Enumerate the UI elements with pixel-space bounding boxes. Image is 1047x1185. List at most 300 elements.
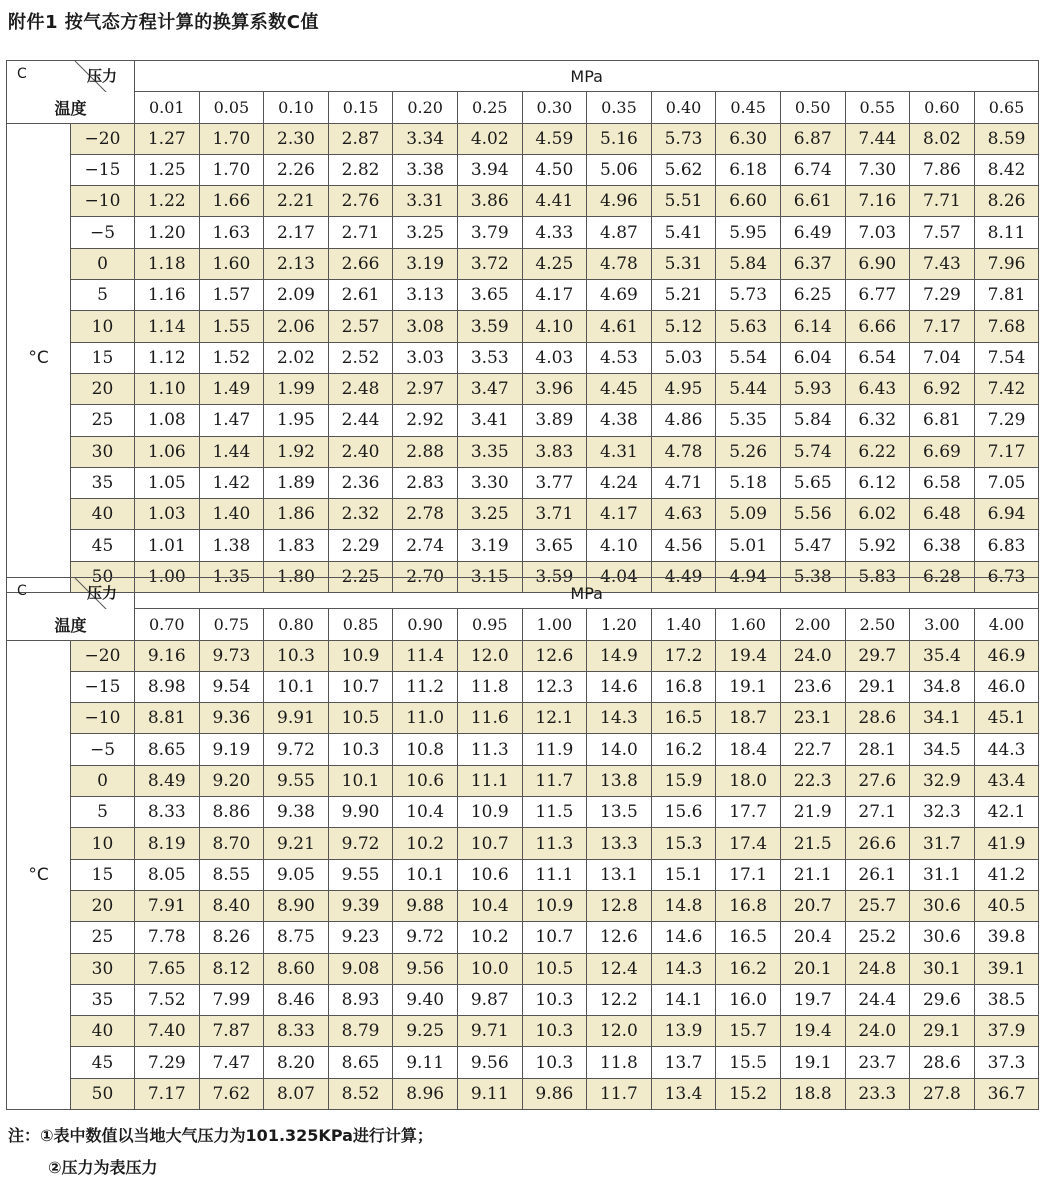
value-cell: 1.60 [199, 248, 264, 279]
value-cell: 1.25 [135, 154, 200, 185]
value-cell: 3.31 [393, 186, 458, 217]
value-cell: 14.6 [651, 922, 716, 953]
value-cell: 1.86 [264, 499, 329, 530]
value-cell: 28.6 [845, 703, 910, 734]
pressure-cell: 0.05 [199, 92, 264, 123]
value-cell: 7.62 [199, 1078, 264, 1109]
value-cell: 6.43 [845, 373, 910, 404]
temp-label: 温度 [7, 609, 135, 640]
value-cell: 11.3 [457, 734, 522, 765]
value-cell: 9.05 [264, 859, 329, 890]
value-cell: 32.3 [910, 797, 975, 828]
value-cell: 10.1 [264, 671, 329, 702]
pressure-cell: 0.25 [457, 92, 522, 123]
value-cell: 30.1 [910, 953, 975, 984]
value-cell: 4.87 [587, 217, 652, 248]
value-cell: 5.03 [651, 342, 716, 373]
value-cell: 5.26 [716, 436, 781, 467]
value-cell: 1.89 [264, 467, 329, 498]
value-cell: 21.9 [780, 797, 845, 828]
value-cell: 9.36 [199, 703, 264, 734]
value-cell: 10.9 [328, 640, 393, 671]
value-cell: 6.61 [780, 186, 845, 217]
value-cell: 9.11 [393, 1047, 458, 1078]
value-cell: 22.3 [780, 765, 845, 796]
value-cell: 2.40 [328, 436, 393, 467]
value-cell: 10.9 [457, 797, 522, 828]
value-cell: 7.42 [974, 373, 1039, 404]
value-cell: 5.93 [780, 373, 845, 404]
pressure-cell: 0.85 [328, 609, 393, 640]
table-row [7, 467, 1039, 498]
value-cell: 1.12 [135, 342, 200, 373]
value-cell: 8.65 [328, 1047, 393, 1078]
value-cell: 10.6 [457, 859, 522, 890]
table-row [7, 1047, 1039, 1078]
value-cell: 4.71 [651, 467, 716, 498]
value-cell: 46.0 [974, 671, 1039, 702]
value-cell: 6.83 [974, 530, 1039, 561]
value-cell: 9.56 [457, 1047, 522, 1078]
value-cell: 4.96 [587, 186, 652, 217]
value-cell: 7.52 [135, 984, 200, 1015]
table-row [7, 859, 1039, 890]
value-cell: 10.3 [522, 1016, 587, 1047]
temperature-cell: 50 [71, 561, 135, 592]
value-cell: 1.16 [135, 280, 200, 311]
value-cell: 2.48 [328, 373, 393, 404]
table-row [7, 953, 1039, 984]
value-cell: 35.4 [910, 640, 975, 671]
value-cell: 16.8 [716, 890, 781, 921]
value-cell: 10.6 [393, 765, 458, 796]
table-row [7, 342, 1039, 373]
value-cell: 8.86 [199, 797, 264, 828]
value-cell: 8.79 [328, 1016, 393, 1047]
value-cell: 7.16 [845, 186, 910, 217]
value-cell: 4.86 [651, 405, 716, 436]
value-cell: 2.29 [328, 530, 393, 561]
temperature-cell: −20 [71, 123, 135, 154]
value-cell: 7.04 [910, 342, 975, 373]
value-cell: 16.2 [651, 734, 716, 765]
value-cell: 10.7 [328, 671, 393, 702]
value-cell: 17.4 [716, 828, 781, 859]
temperature-cell: 30 [71, 953, 135, 984]
value-cell: 12.0 [457, 640, 522, 671]
value-cell: 9.11 [457, 1078, 522, 1109]
value-cell: 9.55 [328, 859, 393, 890]
value-cell: 6.90 [845, 248, 910, 279]
value-cell: 44.3 [974, 734, 1039, 765]
value-cell: 4.53 [587, 342, 652, 373]
value-cell: 10.2 [457, 922, 522, 953]
value-cell: 14.6 [587, 671, 652, 702]
value-cell: 5.92 [845, 530, 910, 561]
value-cell: 5.54 [716, 342, 781, 373]
temperature-cell: −15 [71, 154, 135, 185]
value-cell: 7.91 [135, 890, 200, 921]
value-cell: 8.33 [135, 797, 200, 828]
value-cell: 9.72 [393, 922, 458, 953]
value-cell: 3.94 [457, 154, 522, 185]
value-cell: 3.03 [393, 342, 458, 373]
value-cell: 8.26 [974, 186, 1039, 217]
value-cell: 3.77 [522, 467, 587, 498]
value-cell: 6.92 [910, 373, 975, 404]
temperature-cell: 35 [71, 984, 135, 1015]
value-cell: 6.37 [780, 248, 845, 279]
value-cell: 9.40 [393, 984, 458, 1015]
value-cell: 27.8 [910, 1078, 975, 1109]
value-cell: 31.7 [910, 828, 975, 859]
value-cell: 1.63 [199, 217, 264, 248]
value-cell: 2.44 [328, 405, 393, 436]
value-cell: 7.65 [135, 953, 200, 984]
header-row-unit [7, 578, 1039, 609]
value-cell: 1.57 [199, 280, 264, 311]
value-cell: 4.33 [522, 217, 587, 248]
value-cell: 43.4 [974, 765, 1039, 796]
value-cell: 2.97 [393, 373, 458, 404]
value-cell: 13.9 [651, 1016, 716, 1047]
value-cell: 7.05 [974, 467, 1039, 498]
value-cell: 14.1 [651, 984, 716, 1015]
value-cell: 8.33 [264, 1016, 329, 1047]
value-cell: 4.69 [587, 280, 652, 311]
value-cell: 23.3 [845, 1078, 910, 1109]
notes [8, 1120, 433, 1184]
value-cell: 21.5 [780, 828, 845, 859]
value-cell: 7.29 [135, 1047, 200, 1078]
value-cell: 19.1 [780, 1047, 845, 1078]
pressure-cell: 0.90 [393, 609, 458, 640]
value-cell: 9.71 [457, 1016, 522, 1047]
value-cell: 12.6 [587, 922, 652, 953]
value-cell: 15.3 [651, 828, 716, 859]
value-cell: 32.9 [910, 765, 975, 796]
value-cell: 39.1 [974, 953, 1039, 984]
value-cell: 3.65 [522, 530, 587, 561]
value-cell: 2.17 [264, 217, 329, 248]
value-cell: 5.56 [780, 499, 845, 530]
pressure-cell: 0.50 [780, 92, 845, 123]
pressure-cell: 2.00 [780, 609, 845, 640]
value-cell: 1.05 [135, 467, 200, 498]
value-cell: 5.16 [587, 123, 652, 154]
value-cell: 4.94 [716, 561, 781, 592]
value-cell: 4.38 [587, 405, 652, 436]
value-cell: 2.13 [264, 248, 329, 279]
value-cell: 2.78 [393, 499, 458, 530]
temperature-cell: 10 [71, 828, 135, 859]
table-row [7, 436, 1039, 467]
value-cell: 7.86 [910, 154, 975, 185]
table-row [7, 499, 1039, 530]
temperature-cell: 25 [71, 922, 135, 953]
value-cell: 6.69 [910, 436, 975, 467]
value-cell: 24.0 [845, 1016, 910, 1047]
table-row [7, 797, 1039, 828]
value-cell: 3.59 [522, 561, 587, 592]
value-cell: 5.21 [651, 280, 716, 311]
value-cell: 6.87 [780, 123, 845, 154]
value-cell: 4.24 [587, 467, 652, 498]
value-cell: 7.40 [135, 1016, 200, 1047]
value-cell: 6.94 [974, 499, 1039, 530]
value-cell: 1.08 [135, 405, 200, 436]
value-cell: 11.8 [587, 1047, 652, 1078]
value-cell: 6.54 [845, 342, 910, 373]
value-cell: 26.1 [845, 859, 910, 890]
value-cell: 7.54 [974, 342, 1039, 373]
value-cell: 5.73 [716, 280, 781, 311]
value-cell: 34.1 [910, 703, 975, 734]
value-cell: 1.06 [135, 436, 200, 467]
temp-unit: °C [7, 640, 71, 1109]
value-cell: 16.5 [651, 703, 716, 734]
value-cell: 2.52 [328, 342, 393, 373]
value-cell: 22.7 [780, 734, 845, 765]
value-cell: 2.82 [328, 154, 393, 185]
value-cell: 8.81 [135, 703, 200, 734]
value-cell: 3.79 [457, 217, 522, 248]
value-cell: 2.70 [393, 561, 458, 592]
value-cell: 20.1 [780, 953, 845, 984]
value-cell: 5.18 [716, 467, 781, 498]
value-cell: 8.20 [264, 1047, 329, 1078]
value-cell: 18.0 [716, 765, 781, 796]
value-cell: 9.73 [199, 640, 264, 671]
value-cell: 6.66 [845, 311, 910, 342]
value-cell: 1.99 [264, 373, 329, 404]
pressure-label: 压力 [87, 584, 118, 602]
value-cell: 8.60 [264, 953, 329, 984]
value-cell: 3.41 [457, 405, 522, 436]
value-cell: 2.76 [328, 186, 393, 217]
value-cell: 1.22 [135, 186, 200, 217]
value-cell: 29.1 [910, 1016, 975, 1047]
temperature-cell: −5 [71, 217, 135, 248]
value-cell: 7.78 [135, 922, 200, 953]
value-cell: 18.8 [780, 1078, 845, 1109]
value-cell: 4.03 [522, 342, 587, 373]
value-cell: 13.7 [651, 1047, 716, 1078]
temperature-cell: 0 [71, 765, 135, 796]
value-cell: 18.4 [716, 734, 781, 765]
pressure-cell: 1.60 [716, 609, 781, 640]
value-cell: 4.10 [587, 530, 652, 561]
value-cell: 6.14 [780, 311, 845, 342]
table-row [7, 1078, 1039, 1109]
temperature-cell: −10 [71, 703, 135, 734]
value-cell: 9.20 [199, 765, 264, 796]
value-cell: 6.81 [910, 405, 975, 436]
header-row-pressures [7, 609, 1039, 640]
pressure-cell: 0.10 [264, 92, 329, 123]
value-cell: 29.7 [845, 640, 910, 671]
value-cell: 24.4 [845, 984, 910, 1015]
value-cell: 9.23 [328, 922, 393, 953]
pressure-label: 压力 [87, 67, 118, 85]
pressure-cell: 4.00 [974, 609, 1039, 640]
value-cell: 12.3 [522, 671, 587, 702]
table-row [7, 922, 1039, 953]
value-cell: 6.38 [910, 530, 975, 561]
value-cell: 7.57 [910, 217, 975, 248]
value-cell: 9.39 [328, 890, 393, 921]
value-cell: 10.9 [522, 890, 587, 921]
pressure-cell: 0.65 [974, 92, 1039, 123]
value-cell: 3.38 [393, 154, 458, 185]
value-cell: 6.25 [780, 280, 845, 311]
value-cell: 42.1 [974, 797, 1039, 828]
value-cell: 5.84 [716, 248, 781, 279]
temperature-cell: −5 [71, 734, 135, 765]
value-cell: 3.19 [457, 530, 522, 561]
value-cell: 2.26 [264, 154, 329, 185]
value-cell: 3.53 [457, 342, 522, 373]
temperature-cell: −10 [71, 186, 135, 217]
value-cell: 2.06 [264, 311, 329, 342]
value-cell: 39.8 [974, 922, 1039, 953]
value-cell: 10.0 [457, 953, 522, 984]
value-cell: 2.92 [393, 405, 458, 436]
value-cell: 3.25 [457, 499, 522, 530]
value-cell: 2.02 [264, 342, 329, 373]
value-cell: 4.95 [651, 373, 716, 404]
table-row [7, 890, 1039, 921]
value-cell: 11.7 [587, 1078, 652, 1109]
value-cell: 1.55 [199, 311, 264, 342]
value-cell: 1.18 [135, 248, 200, 279]
value-cell: 5.41 [651, 217, 716, 248]
value-cell: 12.8 [587, 890, 652, 921]
value-cell: 4.25 [522, 248, 587, 279]
value-cell: 1.35 [199, 561, 264, 592]
value-cell: 1.00 [135, 561, 200, 592]
value-cell: 6.77 [845, 280, 910, 311]
value-cell: 1.27 [135, 123, 200, 154]
pressure-cell: 0.70 [135, 609, 200, 640]
value-cell: 3.59 [457, 311, 522, 342]
value-cell: 5.38 [780, 561, 845, 592]
value-cell: 29.1 [845, 671, 910, 702]
value-cell: 13.4 [651, 1078, 716, 1109]
value-cell: 3.15 [457, 561, 522, 592]
value-cell: 40.5 [974, 890, 1039, 921]
table-row [7, 530, 1039, 561]
value-cell: 9.90 [328, 797, 393, 828]
value-cell: 3.86 [457, 186, 522, 217]
value-cell: 11.0 [393, 703, 458, 734]
value-cell: 1.03 [135, 499, 200, 530]
value-cell: 7.30 [845, 154, 910, 185]
value-cell: 14.8 [651, 890, 716, 921]
value-cell: 7.17 [974, 436, 1039, 467]
value-cell: 10.7 [522, 922, 587, 953]
value-cell: 15.5 [716, 1047, 781, 1078]
value-cell: 3.65 [457, 280, 522, 311]
value-cell: 3.72 [457, 248, 522, 279]
table-row [7, 405, 1039, 436]
value-cell: 3.47 [457, 373, 522, 404]
value-cell: 9.72 [264, 734, 329, 765]
value-cell: 4.49 [651, 561, 716, 592]
value-cell: 16.2 [716, 953, 781, 984]
value-cell: 27.6 [845, 765, 910, 796]
value-cell: 2.57 [328, 311, 393, 342]
value-cell: 2.74 [393, 530, 458, 561]
value-cell: 5.09 [716, 499, 781, 530]
value-cell: 7.44 [845, 123, 910, 154]
value-cell: 1.83 [264, 530, 329, 561]
value-cell: 3.71 [522, 499, 587, 530]
value-cell: 5.12 [651, 311, 716, 342]
value-cell: 9.86 [522, 1078, 587, 1109]
value-cell: 1.38 [199, 530, 264, 561]
value-cell: 11.9 [522, 734, 587, 765]
table-row [7, 671, 1039, 702]
table-row [7, 734, 1039, 765]
value-cell: 3.30 [457, 467, 522, 498]
c-label: C [17, 583, 27, 599]
value-cell: 5.74 [780, 436, 845, 467]
value-cell: 6.12 [845, 467, 910, 498]
value-cell: 3.25 [393, 217, 458, 248]
temperature-cell: 5 [71, 280, 135, 311]
value-cell: 9.08 [328, 953, 393, 984]
value-cell: 34.8 [910, 671, 975, 702]
value-cell: 2.32 [328, 499, 393, 530]
pressure-cell: 0.55 [845, 92, 910, 123]
pressure-cell: 0.20 [393, 92, 458, 123]
value-cell: 5.95 [716, 217, 781, 248]
table-row [7, 1016, 1039, 1047]
value-cell: 16.8 [651, 671, 716, 702]
conversion-table-1 [6, 60, 1039, 593]
value-cell: 3.83 [522, 436, 587, 467]
value-cell: 12.0 [587, 1016, 652, 1047]
value-cell: 8.05 [135, 859, 200, 890]
value-cell: 14.3 [651, 953, 716, 984]
value-cell: 19.4 [716, 640, 781, 671]
value-cell: 16.0 [716, 984, 781, 1015]
pressure-cell: 1.40 [651, 609, 716, 640]
value-cell: 4.41 [522, 186, 587, 217]
value-cell: 3.19 [393, 248, 458, 279]
value-cell: 11.7 [522, 765, 587, 796]
value-cell: 6.18 [716, 154, 781, 185]
pressure-cell: 0.01 [135, 92, 200, 123]
value-cell: 15.9 [651, 765, 716, 796]
table-row [7, 311, 1039, 342]
value-cell: 7.03 [845, 217, 910, 248]
value-cell: 9.21 [264, 828, 329, 859]
value-cell: 11.4 [393, 640, 458, 671]
pressure-cell: 0.80 [264, 609, 329, 640]
value-cell: 11.2 [393, 671, 458, 702]
temperature-cell: 45 [71, 1047, 135, 1078]
temperature-cell: 15 [71, 342, 135, 373]
value-cell: 11.5 [522, 797, 587, 828]
value-cell: 8.65 [135, 734, 200, 765]
table-row [7, 280, 1039, 311]
value-cell: 1.20 [135, 217, 200, 248]
temperature-cell: 45 [71, 530, 135, 561]
value-cell: 11.1 [522, 859, 587, 890]
table-row [7, 217, 1039, 248]
